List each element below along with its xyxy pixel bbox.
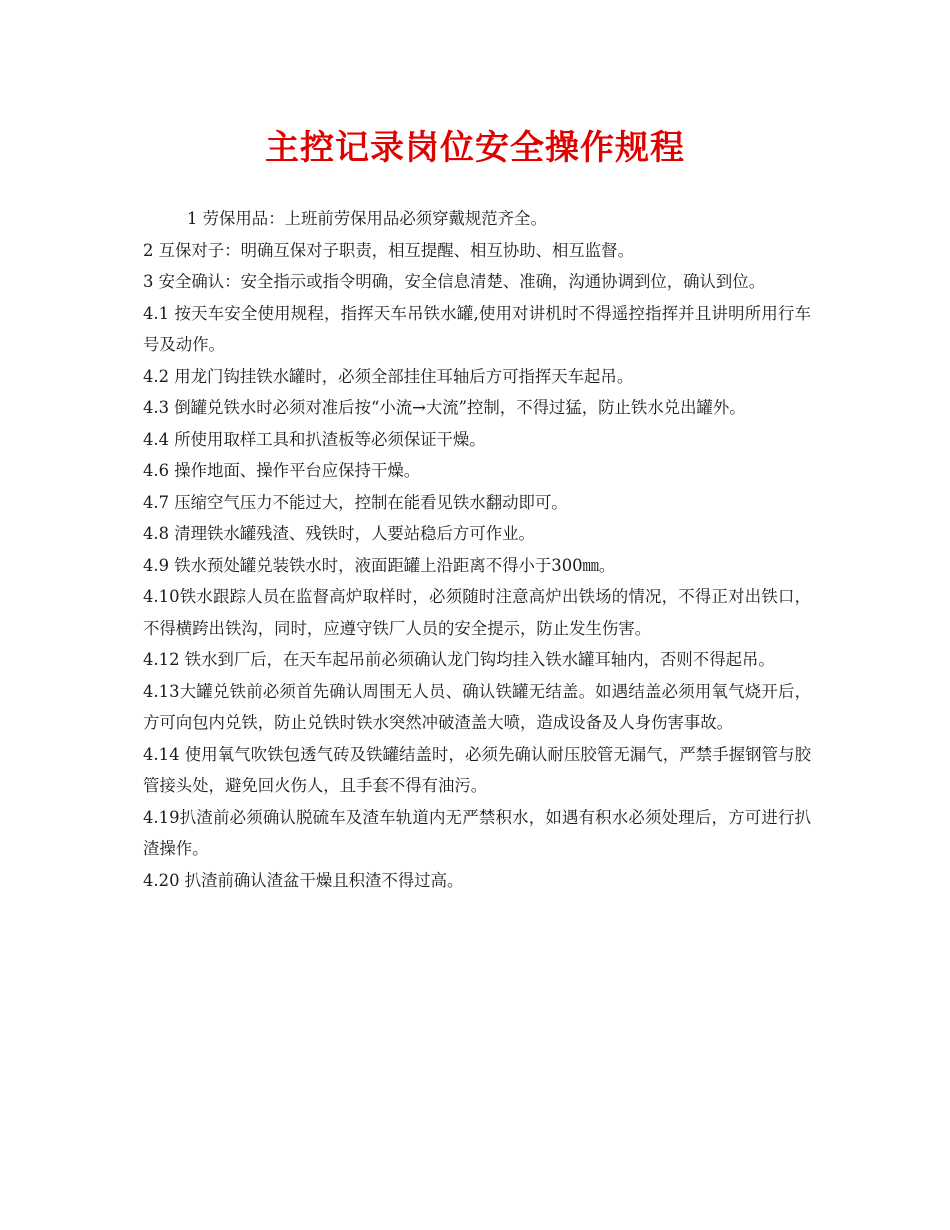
paragraph-4-10: 4.10铁水跟踪人员在监督高炉取样时，必须随时注意高炉出铁场的情况，不得正对出铁口，不得横跨出铁沟，同时，应遵守铁厂人员的安全提示，防止发生伤害。 (143, 587, 811, 638)
paragraph-3: 3 安全确认：安全指示或指令明确，安全信息清楚、准确，沟通协调到位，确认到位。 (143, 272, 766, 291)
paragraph-4-13: 4.13大罐兑铁前必须首先确认周围无人员、确认铁罐无结盖。如遇结盖必须用氧气烧开后，方可向包内兑铁，防止兑铁时铁水突然冲破渣盖大喷，造成设备及人身伤害事故。 (143, 681, 811, 732)
paragraph-4-1: 4.1 按天车安全使用规程，指挥天车吊铁水罐,使用对讲机时不得遥控指挥并且讲明所用行车号及动作。 (143, 303, 811, 354)
paragraph-4-8: 4.8 清理铁水罐残渣、残铁时，人要站稳后方可作业。 (143, 524, 535, 543)
paragraph-4-2: 4.2 用龙门钩挂铁水罐时，必须全部挂住耳轴后方可指挥天车起吊。 (143, 366, 634, 386)
document-title: 主控记录岗位安全操作规程 (265, 128, 685, 168)
paragraph-4-9: 4.9 铁水预处罐兑装铁水时，液面距罐上沿距离不得小于300㎜。 (143, 555, 616, 575)
paragraph-4-4: 4.4 所使用取样工具和扒渣板等必须保证干燥。 (143, 429, 486, 449)
paragraph-4-6: 4.6 操作地面、操作平台应保持干燥。 (143, 461, 421, 480)
paragraph-4-20: 4.20 扒渣前确认渣盆干燥且积渣不得过高。 (143, 870, 464, 890)
paragraph-1: 1 劳保用品：上班前劳保用品必须穿戴规范齐全。 (187, 209, 547, 228)
paragraph-4-14: 4.14 使用氧气吹铁包透气砖及铁罐结盖时，必须先确认耐压胶管无漏气，严禁手握钢管与胶管接头处，避免回火伤人，且手套不得有油污。 (143, 744, 811, 795)
document-body (143, 203, 811, 896)
paragraph-4-19: 4.19扒渣前必须确认脱硫车及渣车轨道内无严禁积水，如遇有积水必须处理后，方可进行扒渣操作。 (143, 807, 811, 858)
paragraph-4-12: 4.12 铁水到厂后，在天车起吊前必须确认龙门钩均挂入铁水罐耳轴内，否则不得起吊。 (143, 650, 775, 669)
paragraph-4-7: 4.7 压缩空气压力不能过大，控制在能看见铁水翻动即可。 (143, 492, 568, 512)
paragraph-2: 2 互保对子：明确互保对子职责，相互提醒、相互协助、相互监督。 (143, 240, 634, 260)
paragraph-4-3: 4.3 倒罐兑铁水时必须对准后按“小流→大流”控制，不得过猛，防止铁水兑出罐外。 (143, 398, 746, 417)
